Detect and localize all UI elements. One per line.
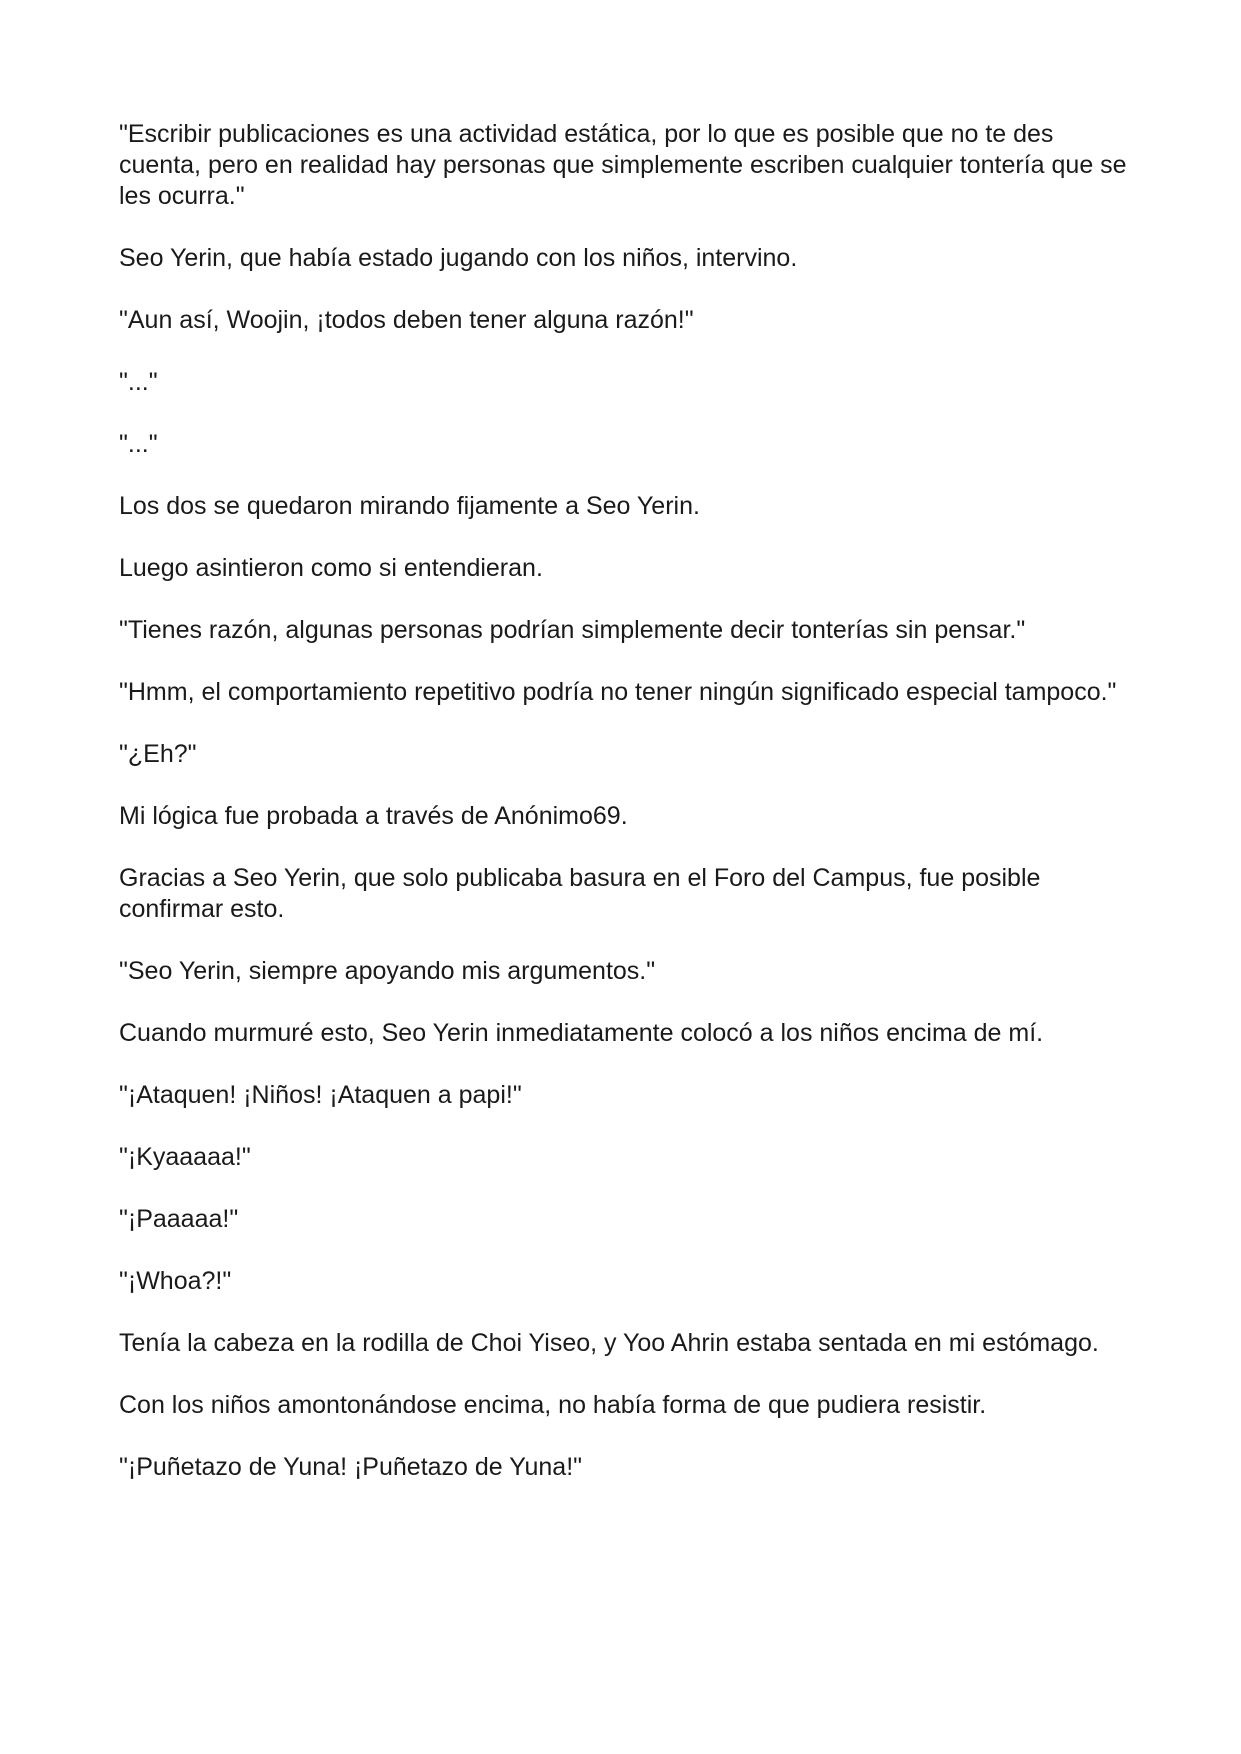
paragraph: Seo Yerin, que había estado jugando con los niños, intervino. [119, 244, 798, 272]
paragraph: "..." [119, 430, 158, 458]
paragraph: "¡Paaaaa!" [119, 1205, 239, 1233]
paragraph: Con los niños amontonándose encima, no había forma de que pudiera resistir. [119, 1391, 987, 1419]
paragraph: "¡Whoa?!" [119, 1267, 232, 1295]
paragraph: "¡Kyaaaaa!" [119, 1143, 251, 1171]
paragraph: "¡Ataquen! ¡Niños! ¡Ataquen a papi!" [119, 1081, 522, 1109]
paragraph: "Hmm, el comportamiento repetitivo podría no tener ningún significado especial tampoco." [119, 678, 1117, 706]
paragraph: "Aun así, Woojin, ¡todos deben tener alguna razón!" [119, 306, 694, 334]
paragraph: "..." [119, 368, 158, 396]
document-body [119, 119, 1129, 1483]
paragraph: "Escribir publicaciones es una actividad estática, por lo que es posible que no te des cuenta, pero en realidad hay personas que simplemente escriben cualquier tontería que se les ocurra." [119, 120, 1127, 210]
paragraph: Cuando murmuré esto, Seo Yerin inmediatamente colocó a los niños encima de mí. [119, 1019, 1044, 1047]
paragraph: Gracias a Seo Yerin, que solo publicaba basura en el Foro del Campus, fue posible confirmar esto. [119, 864, 1041, 923]
paragraph: "¡Puñetazo de Yuna! ¡Puñetazo de Yuna!" [119, 1453, 583, 1481]
paragraph: "Seo Yerin, siempre apoyando mis argumentos." [119, 957, 656, 985]
paragraph: Tenía la cabeza en la rodilla de Choi Yiseo, y Yoo Ahrin estaba sentada en mi estómago. [119, 1329, 1099, 1357]
paragraph: "Tienes razón, algunas personas podrían simplemente decir tonterías sin pensar." [119, 616, 1026, 644]
paragraph: Mi lógica fue probada a través de Anónimo69. [119, 802, 628, 830]
paragraph: Los dos se quedaron mirando fijamente a Seo Yerin. [119, 492, 700, 520]
paragraph: "¿Eh?" [119, 740, 197, 768]
paragraph: Luego asintieron como si entendieran. [119, 554, 543, 582]
